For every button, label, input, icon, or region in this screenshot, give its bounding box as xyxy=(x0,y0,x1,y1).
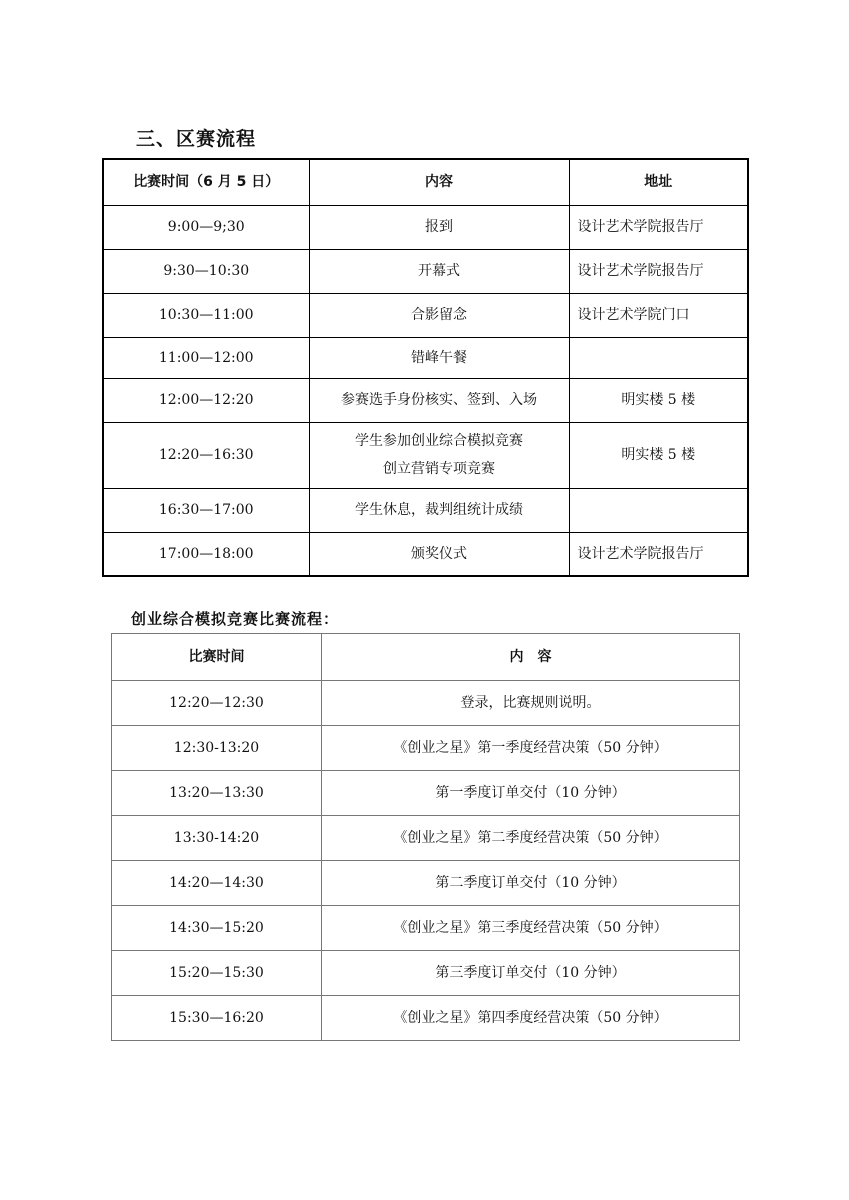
schedule-address-cell: 设计艺术学院报告厅 xyxy=(569,532,748,576)
schedule-header-row xyxy=(103,159,748,205)
schedule-content-cell xyxy=(309,249,569,293)
schedule-row xyxy=(103,378,748,422)
flow-content-cell: 登录，比赛规则说明。 xyxy=(322,681,740,726)
schedule-content-line: 开幕式 xyxy=(418,263,460,279)
schedule-content-cell xyxy=(309,293,569,337)
schedule-content-cell xyxy=(309,422,569,488)
schedule-content-line: 报到 xyxy=(425,219,453,235)
schedule-address-cell: 明实楼 5 楼 xyxy=(569,422,748,488)
flow-row xyxy=(112,681,740,726)
flow-content-cell: 第二季度订单交付（10 分钟） xyxy=(322,861,740,906)
flow-content-cell: 《创业之星》第二季度经营决策（50 分钟） xyxy=(322,816,740,861)
schedule-time-cell: 9:30—10:30 xyxy=(103,249,309,293)
schedule-address-cell xyxy=(569,488,748,532)
flow-header-content: 内 容 xyxy=(322,634,740,681)
schedule-time-cell: 12:00—12:20 xyxy=(103,378,309,422)
flow-content-cell: 《创业之星》第四季度经营决策（50 分钟） xyxy=(322,996,740,1041)
schedule-content-line: 学生参加创业综合模拟竞赛 xyxy=(355,433,523,449)
section-title: 三、区赛流程 xyxy=(136,128,257,150)
schedule-body xyxy=(103,205,748,576)
flow-time-cell: 15:20—15:30 xyxy=(112,951,322,996)
schedule-time-cell: 16:30—17:00 xyxy=(103,488,309,532)
schedule-row xyxy=(103,293,748,337)
flow-time-cell: 12:30-13:20 xyxy=(112,726,322,771)
schedule-address-cell: 设计艺术学院门口 xyxy=(569,293,748,337)
flow-row xyxy=(112,951,740,996)
schedule-row xyxy=(103,337,748,378)
schedule-address-cell: 设计艺术学院报告厅 xyxy=(569,205,748,249)
flow-time-cell: 14:30—15:20 xyxy=(112,906,322,951)
flow-row xyxy=(112,816,740,861)
schedule-content-cell xyxy=(309,488,569,532)
flow-time-cell: 14:20—14:30 xyxy=(112,861,322,906)
flow-row xyxy=(112,726,740,771)
schedule-header-content: 内容 xyxy=(309,159,569,205)
flow-content-cell: 《创业之星》第三季度经营决策（50 分钟） xyxy=(322,906,740,951)
flow-title: 创业综合模拟竞赛比赛流程： xyxy=(131,610,340,628)
schedule-address-cell: 明实楼 5 楼 xyxy=(569,378,748,422)
schedule-row xyxy=(103,205,748,249)
flow-time-cell: 13:20—13:30 xyxy=(112,771,322,816)
schedule-content-line: 参赛选手身份核实、签到、入场 xyxy=(341,392,537,408)
flow-row xyxy=(112,996,740,1041)
schedule-content-cell xyxy=(309,378,569,422)
flow-body xyxy=(112,681,740,1041)
schedule-header-time: 比赛时间（6 月 5 日） xyxy=(103,159,309,205)
schedule-content-line: 错峰午餐 xyxy=(411,349,467,366)
schedule-time-cell: 9:00—9;30 xyxy=(103,205,309,249)
schedule-address-cell xyxy=(569,337,748,378)
flow-content-cell: 第三季度订单交付（10 分钟） xyxy=(322,951,740,996)
schedule-time-cell: 10:30—11:00 xyxy=(103,293,309,337)
flow-row xyxy=(112,906,740,951)
schedule-time-cell: 11:00—12:00 xyxy=(103,337,309,378)
schedule-header-address: 地址 xyxy=(569,159,748,205)
flow-time-cell: 13:30-14:20 xyxy=(112,816,322,861)
schedule-content-cell xyxy=(309,205,569,249)
flow-time-cell: 12:20—12:30 xyxy=(112,681,322,726)
schedule-content-cell xyxy=(309,532,569,576)
schedule-row xyxy=(103,249,748,293)
schedule-row xyxy=(103,422,748,488)
schedule-content-line-2: 创立营销专项竞赛 xyxy=(383,461,495,477)
schedule-content-line: 学生休息，裁判组统计成绩 xyxy=(355,502,523,518)
flow-header-row xyxy=(112,634,740,681)
schedule-content-line: 合影留念 xyxy=(411,307,467,323)
schedule-table xyxy=(102,158,749,577)
flow-time-cell: 15:30—16:20 xyxy=(112,996,322,1041)
flow-row xyxy=(112,861,740,906)
schedule-time-cell: 12:20—16:30 xyxy=(103,422,309,488)
flow-content-cell: 《创业之星》第一季度经营决策（50 分钟） xyxy=(322,726,740,771)
schedule-address-cell: 设计艺术学院报告厅 xyxy=(569,249,748,293)
schedule-content-line: 颁奖仪式 xyxy=(411,545,467,562)
flow-content-cell: 第一季度订单交付（10 分钟） xyxy=(322,771,740,816)
schedule-row xyxy=(103,488,748,532)
flow-header-time: 比赛时间 xyxy=(112,634,322,681)
schedule-time-cell: 17:00—18:00 xyxy=(103,532,309,576)
flow-row xyxy=(112,771,740,816)
schedule-content-cell xyxy=(309,337,569,378)
schedule-row xyxy=(103,532,748,576)
flow-table xyxy=(111,633,740,1041)
